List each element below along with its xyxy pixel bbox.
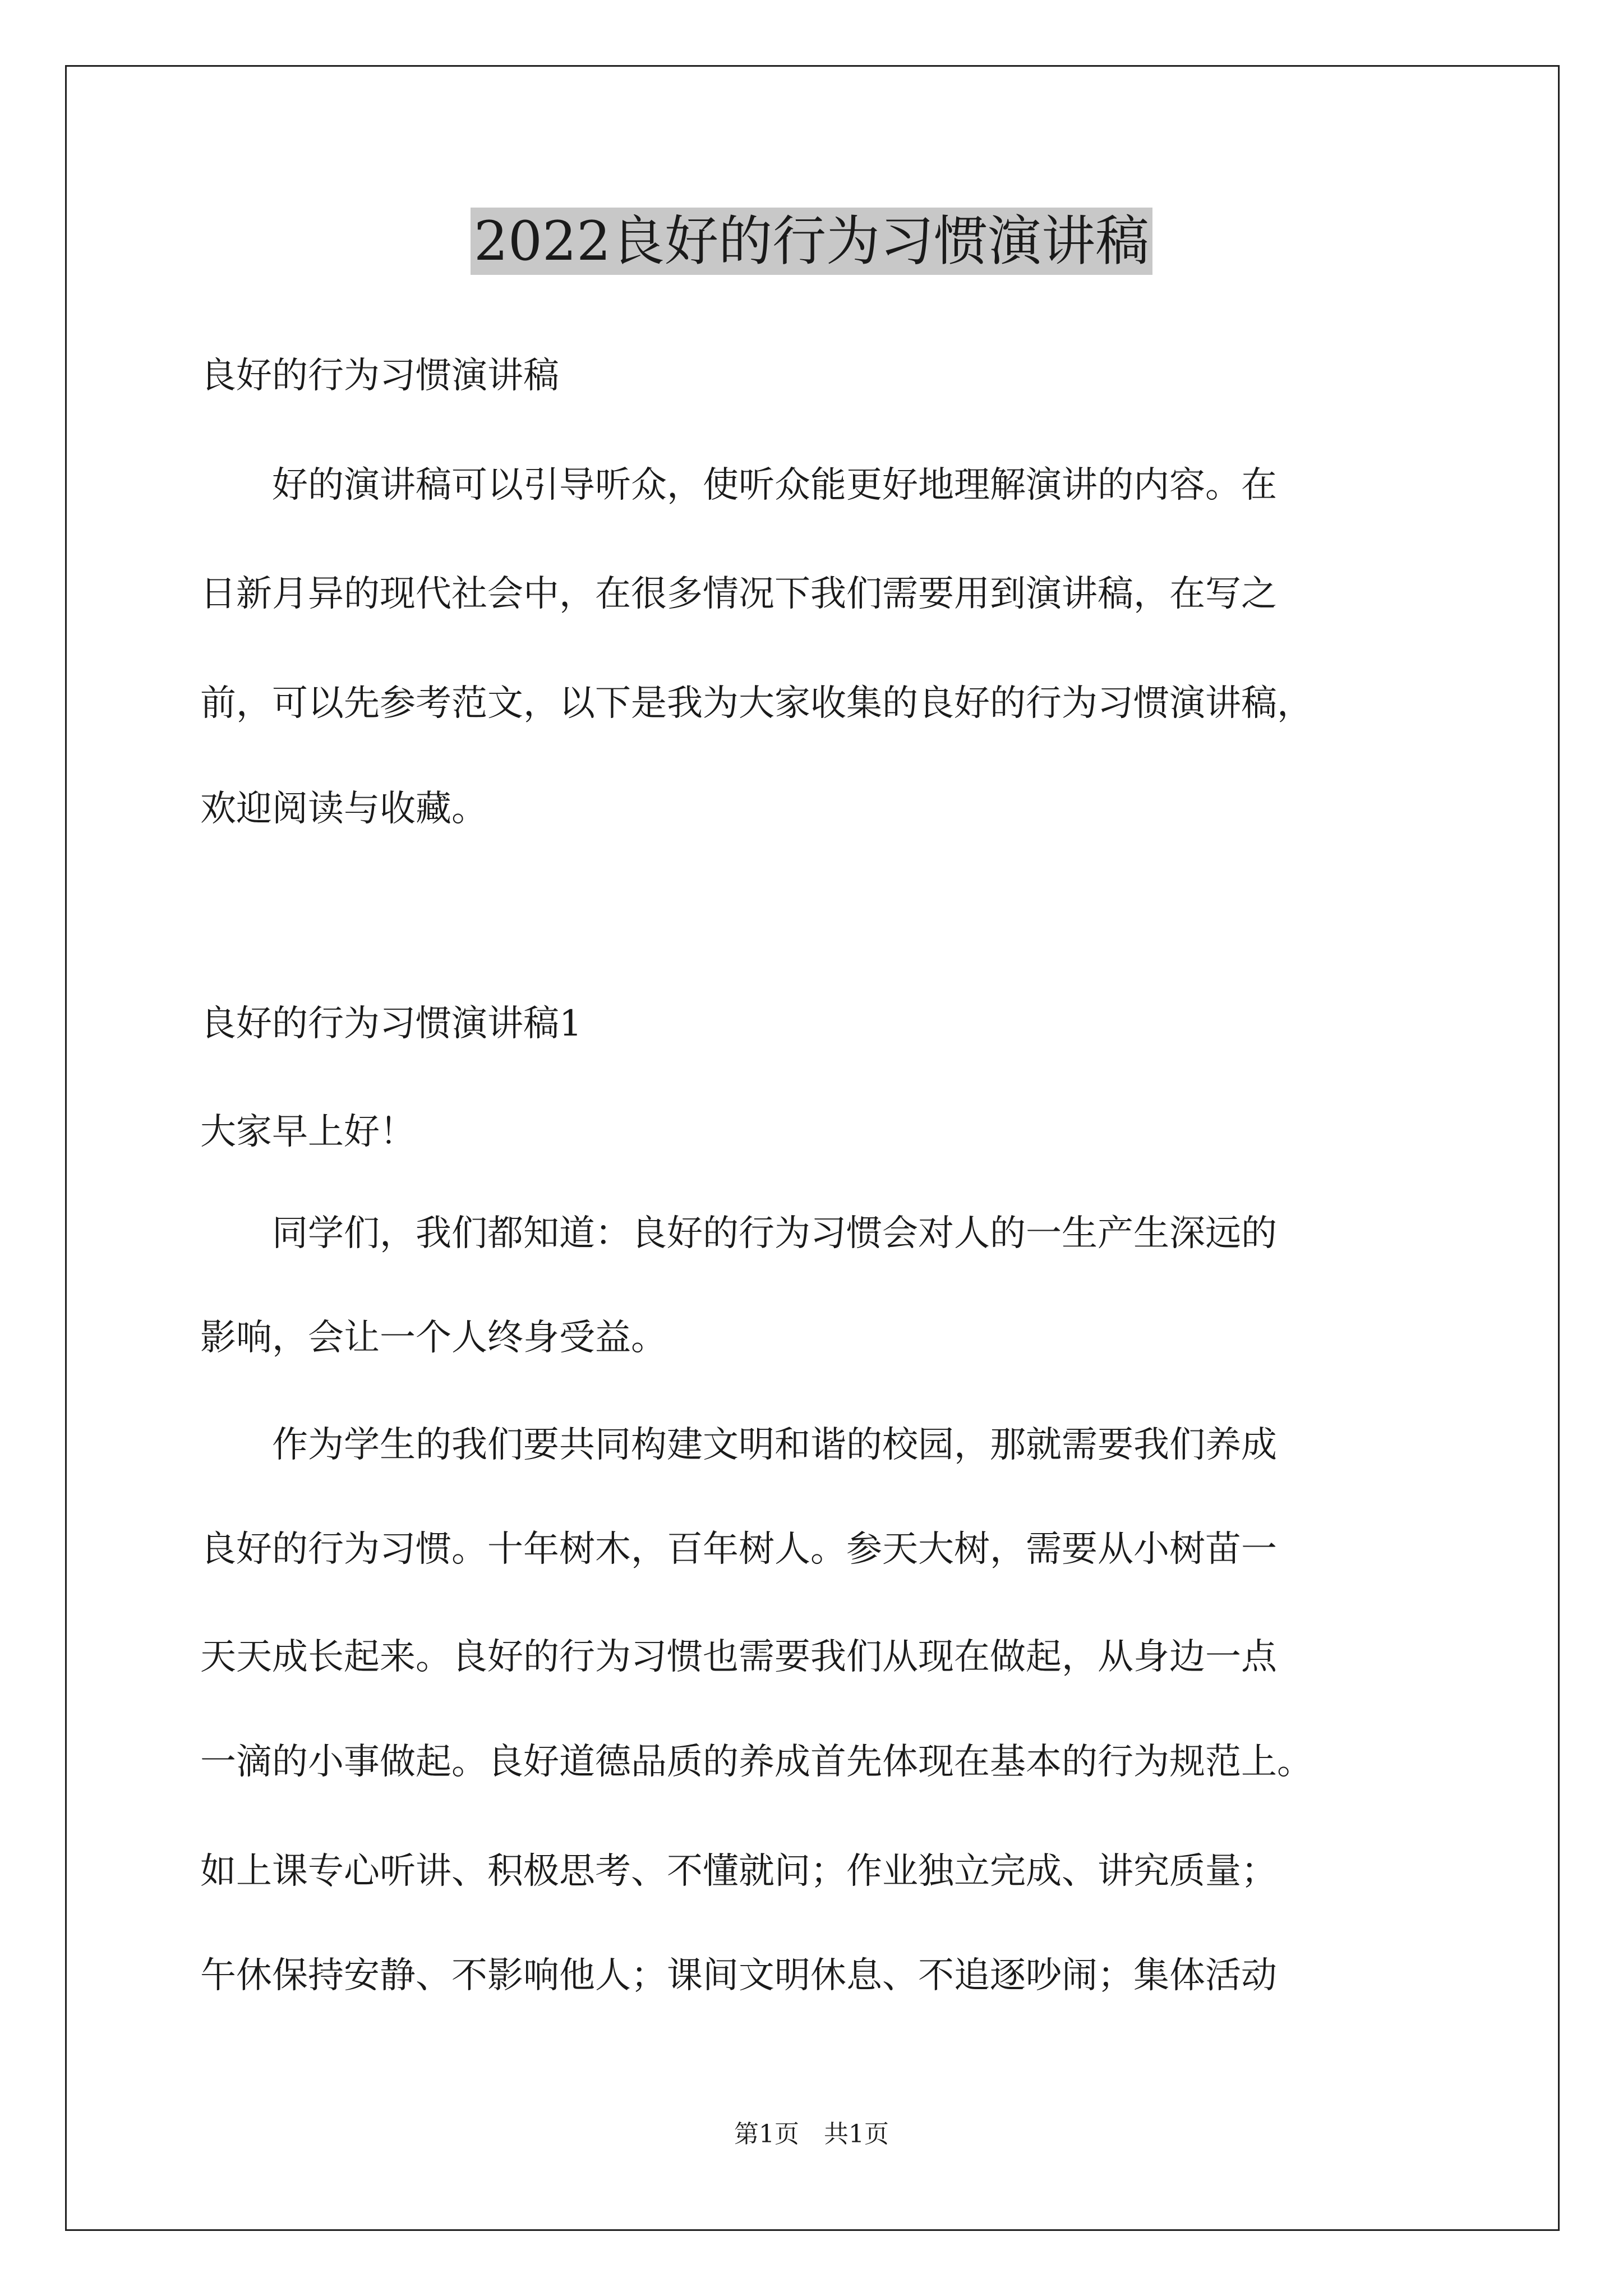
body-line: 大家早上好！ [200, 1111, 416, 1153]
body-line: 欢迎阅读与收藏。 [200, 788, 487, 830]
body-line: 如上课专心听讲、积极思考、不懂就问；作业独立完成、讲究质量； [200, 1851, 1277, 1892]
body-line: 午休保持安静、不影响他人；课间文明休息、不追逐吵闹；集体活动 [200, 1955, 1277, 1996]
body-line: 一滴的小事做起。良好道德品质的养成首先体现在基本的行为规范上。 [200, 1741, 1313, 1783]
body-line: 前，可以先参考范文，以下是我为大家收集的良好的行为习惯演讲稿， [200, 683, 1313, 724]
section-heading: 良好的行为习惯演讲稿1 [200, 1003, 582, 1045]
document-title-text: 2022良好的行为习惯演讲稿 [471, 208, 1152, 275]
body-line: 同学们，我们都知道：良好的行为习惯会对人的一生产生深远的 [200, 1213, 1277, 1254]
body-line: 天天成长起来。良好的行为习惯也需要我们从现在做起，从身边一点 [200, 1636, 1277, 1678]
page-number-footer: 第1页 共1页 [734, 2120, 889, 2148]
body-line: 好的演讲稿可以引导听众，使听众能更好地理解演讲的内容。在 [200, 464, 1277, 506]
document-title [0, 202, 1623, 280]
body-line: 作为学生的我们要共同构建文明和谐的校园，那就需要我们养成 [200, 1424, 1277, 1466]
body-line: 影响，会让一个人终身受益。 [200, 1317, 667, 1359]
body-line: 良好的行为习惯。十年树木，百年树人。参天大树，需要从小树苗一 [200, 1529, 1277, 1570]
subtitle-line: 良好的行为习惯演讲稿 [200, 355, 559, 397]
body-line: 日新月异的现代社会中，在很多情况下我们需要用到演讲稿，在写之 [200, 573, 1277, 615]
